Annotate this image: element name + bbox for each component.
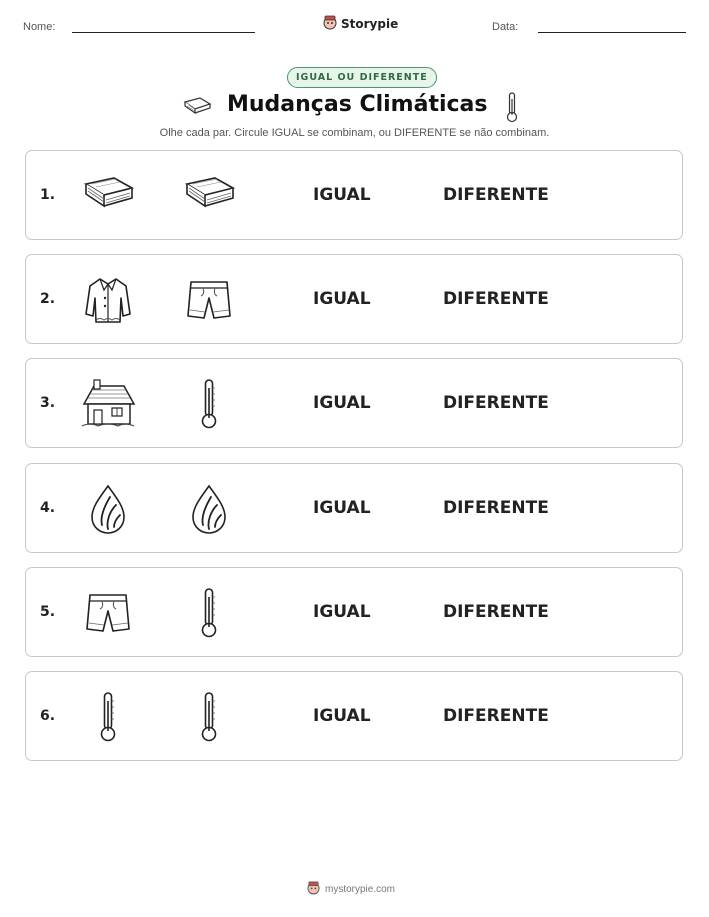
row-number: 6. [40,708,56,724]
exercise-row [25,567,683,657]
instructions-text: Olhe cada par. Circule IGUAL se combinam, ou DIFERENTE se não combinam. [159,127,550,139]
row-number: 5. [40,603,56,620]
footer [307,880,395,898]
option-igual[interactable]: IGUAL [313,289,371,310]
book-icon [182,96,212,116]
brand-name: Storypie [341,16,399,31]
thermometer-icon [181,691,237,743]
page-title: Mudanças Climáticas [227,92,488,117]
thermometer-icon [505,91,519,123]
option-diferente[interactable]: DIFERENTE [443,289,549,310]
book-icon [181,170,237,222]
option-igual[interactable]: IGUAL [313,706,371,726]
name-label: Nome: [23,21,56,33]
storypie-mascot-icon [307,880,320,898]
option-diferente[interactable]: DIFERENTE [443,706,549,726]
option-diferente[interactable]: DIFERENTE [443,393,549,414]
row-number: 1. [40,187,56,203]
storypie-mascot-icon [323,14,337,33]
thermometer-icon [181,378,237,430]
thermometer-icon [181,587,237,639]
row-number: 2. [40,291,56,308]
exercise-row [25,358,683,448]
date-label: Data: [492,21,519,33]
book-icon [80,170,136,222]
raindrop-icon [181,483,237,535]
footer-site: mystorypie.com [325,883,396,895]
row-number: 3. [40,395,56,412]
option-diferente[interactable]: DIFERENTE [443,497,549,518]
row-number: 4. [40,499,56,516]
option-igual[interactable]: IGUAL [313,601,371,622]
option-diferente[interactable]: DIFERENTE [443,601,549,622]
coat-icon [80,274,136,326]
option-diferente[interactable]: DIFERENTE [443,185,549,205]
option-igual[interactable]: IGUAL [313,185,371,205]
exercise-row [25,150,683,240]
option-igual[interactable]: IGUAL [313,393,371,414]
raindrop-icon [80,483,136,535]
exercise-row [25,671,683,761]
thermometer-icon [80,691,136,743]
shorts-icon [181,274,237,326]
worksheet-type-badge: IGUAL OU DIFERENTE [287,67,437,88]
exercise-row [25,463,683,553]
exercise-row [25,254,683,344]
brand-logo [323,14,398,33]
name-field[interactable] [72,32,255,33]
house-icon [80,378,136,430]
shorts-icon [80,587,136,639]
date-field[interactable] [538,32,686,33]
option-igual[interactable]: IGUAL [313,497,371,518]
